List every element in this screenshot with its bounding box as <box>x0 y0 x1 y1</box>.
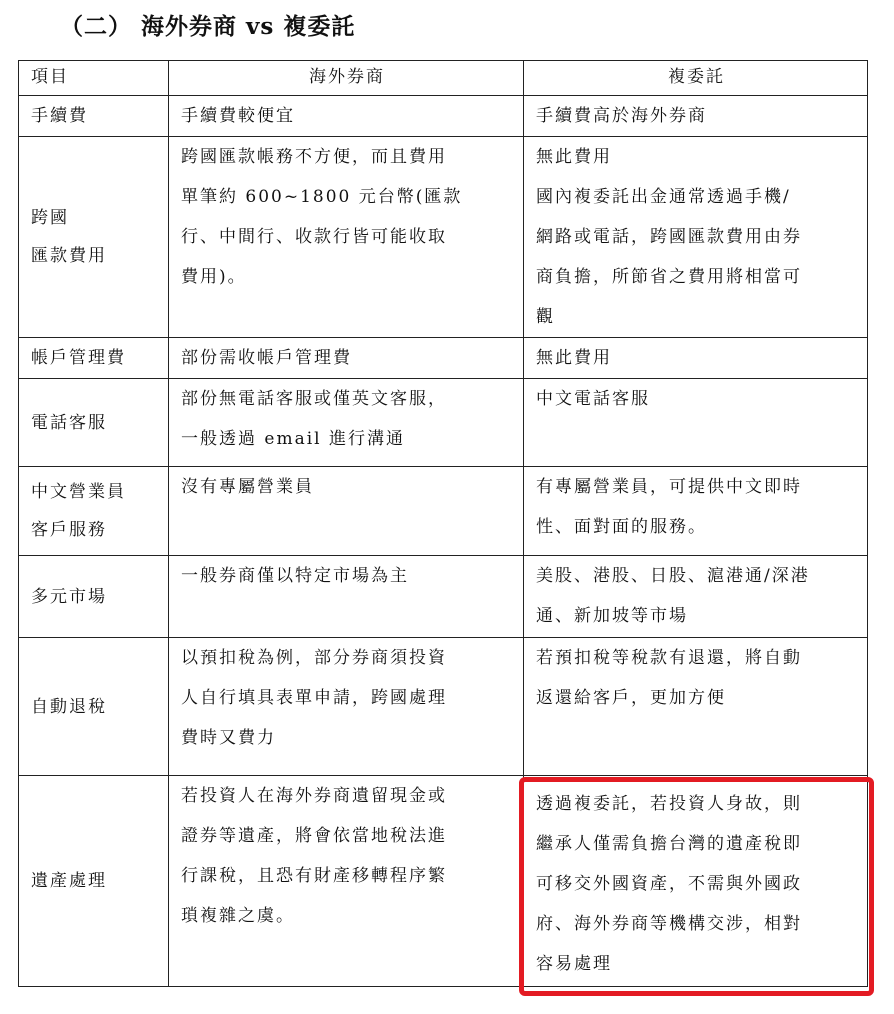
row-item: 多元市場 <box>19 556 169 638</box>
row-sub-brokerage: 美股、港股、日股、滬港通/深港 通、新加坡等市場 <box>524 556 868 638</box>
section-title: （二） 海外券商 vs 複委託 <box>60 13 356 40</box>
row-sub-brokerage: 手續費高於海外券商 <box>524 96 868 137</box>
row-sub-brokerage: 中文電話客服 <box>524 379 868 467</box>
row-sub-brokerage: 若預扣稅等稅款有退還，將自動 返還給客戶，更加方便 <box>524 638 868 776</box>
table-row <box>19 638 868 776</box>
row-item: 遺產處理 <box>19 776 169 987</box>
row-overseas: 部份無電話客服或僅英文客服， 一般透過 email 進行溝通 <box>169 379 524 467</box>
table-row <box>19 379 868 467</box>
row-item: 帳戶管理費 <box>19 338 169 379</box>
row-item: 自動退稅 <box>19 638 169 776</box>
table-header-row <box>19 61 868 96</box>
table-row <box>19 556 868 638</box>
table-row <box>19 467 868 556</box>
table-row <box>19 96 868 137</box>
row-overseas: 若投資人在海外券商遺留現金或 證券等遺產，將會依當地稅法進 行課稅，且恐有財產移轉程序繁 瑣複雜之虞。 <box>169 776 524 987</box>
header-item: 項目 <box>19 61 169 96</box>
row-overseas: 一般券商僅以特定市場為主 <box>169 556 524 638</box>
row-overseas: 跨國匯款帳務不方便，而且費用 單筆約 600~1800 元台幣(匯款 行、中間行、收款行皆可能收取 費用)。 <box>169 137 524 338</box>
row-overseas: 沒有專屬營業員 <box>169 467 524 556</box>
row-overseas: 手續費較便宜 <box>169 96 524 137</box>
row-item: 跨國 匯款費用 <box>19 137 169 338</box>
header-sub-brokerage: 複委託 <box>524 61 868 96</box>
row-sub-brokerage: 有專屬營業員，可提供中文即時 性、面對面的服務。 <box>524 467 868 556</box>
row-item: 電話客服 <box>19 379 169 467</box>
row-sub-brokerage: 無此費用 國內複委託出金通常透過手機/ 網路或電話，跨國匯款費用由券 商負擔，所節省之費用將相當可 觀 <box>524 137 868 338</box>
table-row <box>19 338 868 379</box>
row-overseas: 以預扣稅為例，部分券商須投資 人自行填具表單申請，跨國處理 費時又費力 <box>169 638 524 776</box>
row-sub-brokerage: 無此費用 <box>524 338 868 379</box>
row-item: 手續費 <box>19 96 169 137</box>
row-item: 中文營業員 客戶服務 <box>19 467 169 556</box>
row-overseas: 部份需收帳戶管理費 <box>169 338 524 379</box>
table-row <box>19 137 868 338</box>
row-sub-brokerage: 透過複委託，若投資人身故，則 繼承人僅需負擔台灣的遺產稅即 可移交外國資產，不需與外國政 府、海外券商等機構交涉，相對 容易處理 <box>524 776 868 987</box>
comparison-table <box>18 60 868 987</box>
header-overseas-broker: 海外券商 <box>169 61 524 96</box>
table-row <box>19 776 868 987</box>
